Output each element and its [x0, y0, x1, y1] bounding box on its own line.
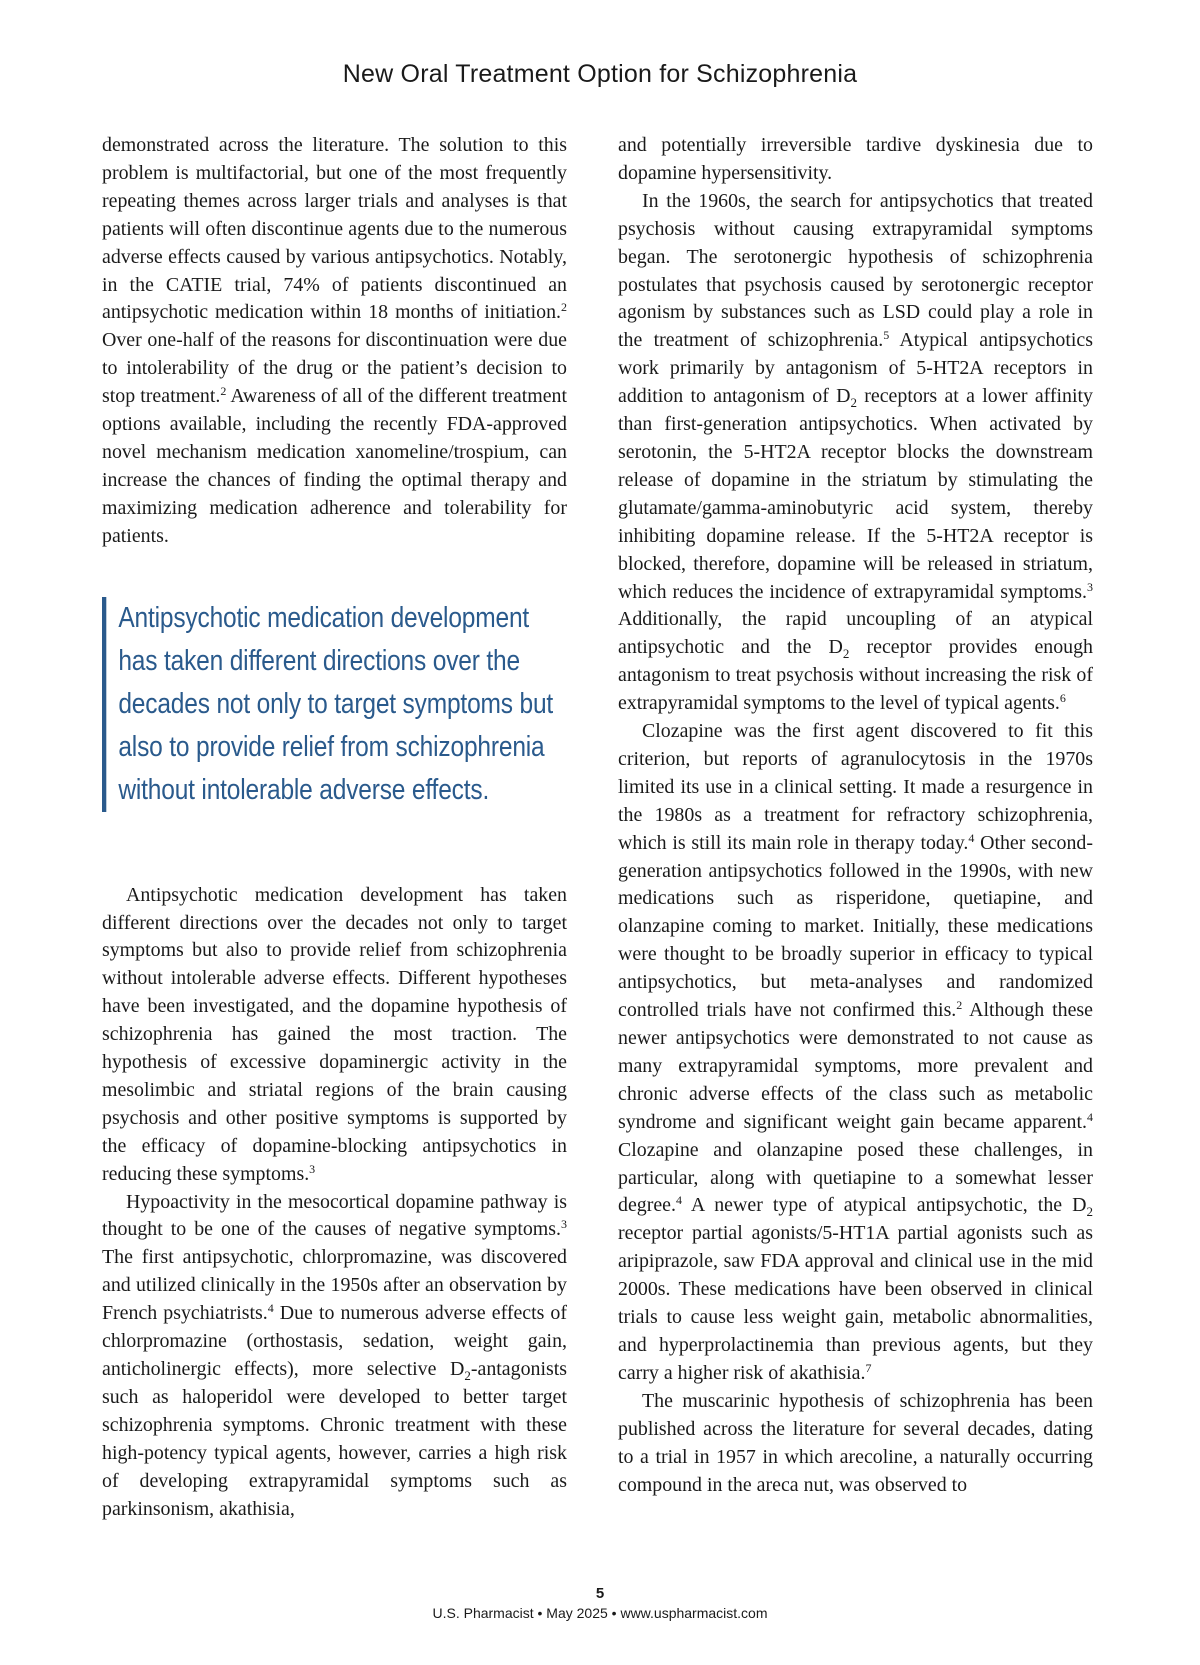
reference-marker: 4 — [968, 830, 975, 845]
right-column — [618, 132, 1093, 1499]
reference-marker: 4 — [267, 1301, 274, 1316]
body-paragraph: demonstrated across the literature. The solution to this problem is multifactorial, but one of the most frequently repeating themes across larger trials and analyses is that patients will often discontinue agents due to the numerous adverse effects caused by various antipsychotics. Notably, in the CATIE trial, 74% of patients discontinued an antipsychotic medication within 18 months of initiation.$^2$ Over one-half of the reasons for discontinuation were due to intolerability of the drug or the patient’s decision to stop treatment.$^2$ Awareness of all of the different treatment options available, including the recently FDA-approved novel mechanism medication xanomeline/trospium, can increase the chances of finding the optimal therapy and maximizing medication adherence and tolerability for patients. — [102, 134, 567, 547]
reference-marker: 3 — [561, 1217, 567, 1232]
subscript: 2 — [1086, 1204, 1093, 1220]
subscript: 2 — [850, 395, 857, 411]
reference-marker: 3 — [309, 1161, 316, 1176]
left-column — [102, 132, 567, 1523]
body-paragraph: Clozapine was the first agent discovered to fit this criterion, but reports of agranulocytosis in the 1970s limited its use in a clinical setting. It made a resurgence in the 1980s as a treatment for refractory schizophrenia, which is still its main role in therapy today.$^4$ Other second-generation antipsychotics followed in the 1990s, with new medications such as risperidone, quetiapine, and olanzapine coming to market. Initially, these medications were thought to be broadly superior in efficacy to typical antipsychotics, but meta-analyses and randomized controlled trials have not confirmed this.$^2$ Although these newer antipsychotics were demonstrated to not cause as many extrapyramidal symptoms, more prevalent and chronic adverse effects of the class such as metabolic syndrome and significant weight gain became apparent.$^4$ Clozapine and olanzapine posed these challenges, in particular, along with quetiapine to a somewhat lesser degree.$^4$ A newer type of atypical antipsychotic, the $D_2$ receptor partial agonists/5-HT1A partial agonists such as aripiprazole, saw FDA approval and clinical use in the mid 2000s. These medications have been observed in clinical trials to cause less weight gain, metabolic abnormalities, and hyperprolactinemia than previous agents, but they carry a higher risk of akathisia.$^7$ — [618, 720, 1094, 1384]
body-paragraph: and potentially irreversible tardive dyskinesia due to dopamine hypersensitivity. — [618, 134, 1093, 184]
reference-marker: 2 — [561, 300, 567, 315]
page-number: 5 — [595, 1585, 605, 1602]
reference-marker: 2 — [220, 384, 227, 399]
pull-quote: Antipsychotic medication development has taken different directions over the decades not only to target symptoms but also to provide relief from schizophrenia without intolerable adverse effects. — [102, 597, 566, 812]
body-paragraph: The muscarinic hypothesis of schizophrenia has been published across the literature for several decades, dating to a trial in 1957 in which arecoline, a naturally occurring compound in the areca nut, was observed to — [618, 1389, 1093, 1496]
running-head-title: New Oral Treatment Option for Schizophrenia — [342, 60, 858, 88]
reference-marker: 6 — [1059, 691, 1066, 706]
page-footer — [0, 1584, 1200, 1622]
reference-marker: 4 — [1087, 1109, 1093, 1124]
body-paragraph: Hypoactivity in the mesocortical dopamine pathway is thought to be one of the causes of negative symptoms.$^3$ The first antipsychotic, chlorpromazine, was discovered and utilized clinically in the 1950s after an observation by French psychiatrists.$^4$ Due to numerous adverse effects of chlorpromazine (orthostasis, sedation, weight gain, anticholinergic effects), more selective $D_2$-antagonists such as haloperidol were developed to better target schizophrenia symptoms. Chronic treatment with these high-potency typical agents, however, carries a high risk of developing extrapyramidal symptoms such as parkinsonism, akathisia, — [102, 1190, 567, 1520]
reference-marker: 3 — [1087, 579, 1093, 594]
reference-marker: 5 — [883, 328, 890, 343]
reference-marker: 7 — [865, 1360, 872, 1375]
body-paragraph: In the 1960s, the search for antipsychotics that treated psychosis without causing extrapyramidal symptoms began. The serotonergic hypothesis of schizophrenia postulates that psychosis caused by serotonergic receptor agonism by substances such as LSD could play a role in the treatment of schizophrenia.$^5$ Atypical antipsychotics work primarily by antagonism of 5-HT2A receptors in addition to antagonism of $D_2$ receptors at a lower affinity than first-generation antipsychotics. When activated by serotonin, the 5-HT2A receptor blocks the downstream release of dopamine in the striatum by stimulating the glutamate/gamma-aminobutyric acid system, thereby inhibiting dopamine release. If the 5-HT2A receptor is blocked, therefore, dopamine will be released in striatum, which reduces the incidence of extrapyramidal symptoms.$^3$ Additionally, the rapid uncoupling of an atypical antipsychotic and the $D_2$ receptor provides enough antagonism to treat psychosis without increasing the risk of extrapyramidal symptoms to the level of typical agents.$^6$ — [618, 189, 1094, 715]
reference-marker: 4 — [675, 1193, 682, 1208]
publication-line: U.S. Pharmacist • May 2025 • www.uspharmacist.com — [432, 1605, 768, 1621]
subscript: 2 — [842, 646, 850, 662]
body-paragraph: Antipsychotic medication development has taken different directions over the decades not only to target symptoms but also to provide relief from schizophrenia without intolerable adverse effects. Different hypotheses have been investigated, and the dopamine hypothesis of schizophrenia has gained the most traction. The hypothesis of excessive dopaminergic activity in the mesolimbic and striatal regions of the brain causing psychosis and other positive symptoms is supported by the efficacy of dopamine-blocking antipsychotics in reducing these symptoms.$^3$ — [102, 883, 567, 1185]
subscript: 2 — [464, 1368, 471, 1383]
reference-marker: 2 — [956, 998, 963, 1013]
